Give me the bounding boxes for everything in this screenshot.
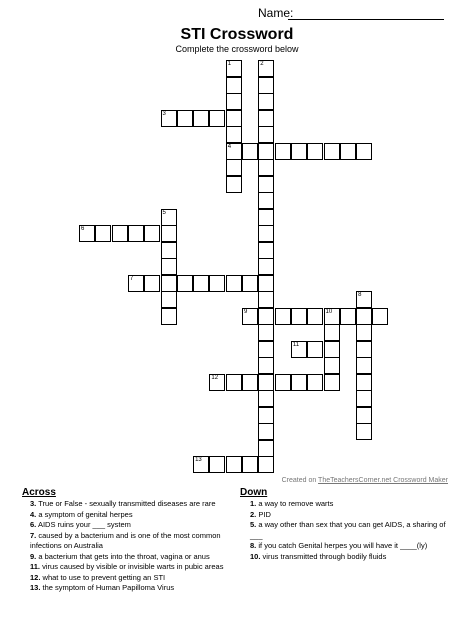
clue-across-11: 11. virus caused by visible or invisible warts in pubic areas xyxy=(30,562,224,571)
crossword-cell[interactable] xyxy=(356,324,372,341)
crossword-cell[interactable] xyxy=(356,357,372,374)
crossword-cell[interactable] xyxy=(226,456,242,473)
clue-number: 12 xyxy=(211,374,219,381)
clue-number: 1 xyxy=(227,61,232,67)
crossword-cell[interactable] xyxy=(226,60,242,77)
crossword-cell[interactable] xyxy=(161,225,177,242)
crossword-cell[interactable] xyxy=(226,143,242,160)
crossword-cell[interactable] xyxy=(258,176,274,193)
crossword-cell[interactable] xyxy=(209,110,225,127)
crossword-cell[interactable] xyxy=(258,258,274,275)
crossword-cell[interactable] xyxy=(258,192,274,209)
clue-number: 3 xyxy=(162,110,166,117)
crossword-cell[interactable] xyxy=(128,225,144,242)
crossword-cell[interactable] xyxy=(193,456,209,473)
crossword-cell[interactable] xyxy=(275,143,291,160)
crossword-cell[interactable] xyxy=(242,308,258,325)
crossword-cell[interactable] xyxy=(161,209,177,226)
crossword-cell[interactable] xyxy=(356,291,372,308)
clue-down-10: 10. virus transmitted through bodily fluids xyxy=(250,551,387,561)
credit-prefix: Created on xyxy=(281,477,319,484)
crossword-cell[interactable] xyxy=(161,258,177,275)
crossword-cell[interactable] xyxy=(258,291,274,308)
crossword-cell[interactable] xyxy=(307,143,323,160)
down-clues xyxy=(250,499,450,562)
crossword-cell[interactable] xyxy=(242,143,258,160)
crossword-cell[interactable] xyxy=(356,341,372,358)
crossword-cell[interactable] xyxy=(356,374,372,391)
crossword-cell[interactable] xyxy=(340,143,356,160)
crossword-cell[interactable] xyxy=(79,225,95,242)
crossword-cell[interactable] xyxy=(258,60,274,77)
crossword-cell[interactable] xyxy=(291,374,307,391)
crossword-cell[interactable] xyxy=(291,308,307,325)
crossword-cell[interactable] xyxy=(307,374,323,391)
clue-number: 11 xyxy=(292,341,300,348)
clue-number: 6 xyxy=(81,226,85,232)
crossword-cell[interactable] xyxy=(242,374,258,391)
crossword-cell[interactable] xyxy=(258,126,274,143)
clue-number: 13 xyxy=(195,457,202,463)
crossword-cell[interactable] xyxy=(258,209,274,226)
clue-number: 5 xyxy=(162,209,166,216)
crossword-cell[interactable] xyxy=(177,110,193,127)
crossword-cell[interactable] xyxy=(356,143,372,160)
crossword-cell[interactable] xyxy=(209,456,225,473)
crossword-cell[interactable] xyxy=(226,159,242,176)
crossword-cell[interactable] xyxy=(324,374,340,391)
crossword-cell[interactable] xyxy=(226,176,242,193)
clue-across-7: 7. caused by a bacterium and is one of the most common infections on Australia xyxy=(30,530,221,550)
clue-number: 10 xyxy=(325,308,333,315)
crossword-cell[interactable] xyxy=(161,242,177,259)
crossword-cell[interactable] xyxy=(258,390,274,407)
crossword-cell[interactable] xyxy=(258,242,274,259)
crossword-cell[interactable] xyxy=(226,93,242,110)
crossword-cell[interactable] xyxy=(258,374,274,391)
crossword-cell[interactable] xyxy=(242,456,258,473)
clue-number: 7 xyxy=(129,275,134,282)
crossword-cell[interactable] xyxy=(307,341,323,358)
crossword-cell[interactable] xyxy=(193,275,209,292)
page-subtitle: Complete the crossword below xyxy=(175,44,299,54)
clue-number: 9 xyxy=(244,308,248,315)
clue-down-8: 8. if you catch Genital herpes you will have it ____(ly) xyxy=(250,541,428,550)
clue-across-3: 3. True or False - sexually transmitted diseases are rare xyxy=(30,499,216,508)
down-heading: Down xyxy=(240,487,268,498)
crossword-cell[interactable] xyxy=(372,308,388,325)
crossword-cell[interactable] xyxy=(209,374,225,391)
across-clues xyxy=(30,499,230,594)
clue-down-5: 5. a way other than sex that you can get AIDS, a sharing of ___ xyxy=(250,520,446,540)
crossword-cell[interactable] xyxy=(226,126,242,143)
crossword-cell[interactable] xyxy=(356,407,372,424)
crossword-cell[interactable] xyxy=(258,93,274,110)
crossword-cell[interactable] xyxy=(258,357,274,374)
crossword-cell[interactable] xyxy=(226,374,242,391)
clue-across-4: 4. a symptom of genital herpes xyxy=(30,509,133,519)
crossword-cell[interactable] xyxy=(226,77,242,94)
clue-across-12: 12. what to use to prevent getting an STI xyxy=(30,572,166,582)
crossword-cell[interactable] xyxy=(324,341,340,358)
crossword-cell[interactable] xyxy=(161,291,177,308)
crossword-cell[interactable] xyxy=(258,159,274,176)
clue-down-1: 1. a way to remove warts xyxy=(250,499,334,508)
crossword-cell[interactable] xyxy=(161,275,177,292)
crossword-cell[interactable] xyxy=(356,423,372,440)
crossword-cell[interactable] xyxy=(144,275,160,292)
crossword-cell[interactable] xyxy=(209,275,225,292)
crossword-cell[interactable] xyxy=(177,275,193,292)
crossword-cell[interactable] xyxy=(324,357,340,374)
crossword-cell[interactable] xyxy=(258,225,274,242)
crossword-cell[interactable] xyxy=(258,143,274,160)
crossword-cell[interactable] xyxy=(112,225,128,242)
crossword-cell[interactable] xyxy=(258,456,274,473)
crossword-cell[interactable] xyxy=(356,308,372,325)
crossword-cell[interactable] xyxy=(356,390,372,407)
clue-number: 2 xyxy=(260,61,264,67)
crossword-cell[interactable] xyxy=(258,407,274,424)
crossword-cell[interactable] xyxy=(144,225,160,242)
clue-down-2: 2. PID xyxy=(250,509,271,519)
crossword-cell[interactable] xyxy=(291,341,307,358)
crossword-cell[interactable] xyxy=(258,341,274,358)
crossword-cell[interactable] xyxy=(324,324,340,341)
crossword-cell[interactable] xyxy=(258,308,274,325)
clue-number: 4 xyxy=(227,143,232,150)
crossword-cell[interactable] xyxy=(324,308,340,325)
crossword-cell[interactable] xyxy=(193,110,209,127)
name-label: Name: xyxy=(258,6,294,20)
crossword-cell[interactable] xyxy=(128,275,144,292)
crossword-cell[interactable] xyxy=(226,110,242,127)
crossword-cell[interactable] xyxy=(258,440,274,457)
crossword-cell[interactable] xyxy=(258,423,274,440)
page-title: STI Crossword xyxy=(180,26,294,43)
crossword-cell[interactable] xyxy=(226,275,242,292)
crossword-cell[interactable] xyxy=(291,143,307,160)
crossword-cell[interactable] xyxy=(275,308,291,325)
crossword-cell[interactable] xyxy=(258,324,274,341)
crossword-cell[interactable] xyxy=(161,110,177,127)
across-heading: Across xyxy=(22,487,56,498)
crossword-cell[interactable] xyxy=(258,275,274,292)
clue-across-6: 6. AIDS ruins your ___ system xyxy=(30,520,131,529)
crossword-cell[interactable] xyxy=(95,225,111,242)
crossword-cell[interactable] xyxy=(340,308,356,325)
crossword-cell[interactable] xyxy=(258,77,274,94)
clue-across-13: 13. the symptom of Human Papilloma Virus xyxy=(30,583,175,592)
credit-link[interactable]: TheTeachersCorner.net Crossword Maker xyxy=(318,477,448,484)
clue-across-9: 9. a bacterium that gets into the throat, vagina or anus xyxy=(30,551,210,561)
clue-number: 8 xyxy=(358,292,362,298)
crossword-cell[interactable] xyxy=(275,374,291,391)
crossword-cell[interactable] xyxy=(324,143,340,160)
crossword-cell[interactable] xyxy=(161,308,177,325)
crossword-cell[interactable] xyxy=(242,275,258,292)
credit-line xyxy=(282,477,448,484)
crossword-cell[interactable] xyxy=(307,308,323,325)
crossword-cell[interactable] xyxy=(258,110,274,127)
